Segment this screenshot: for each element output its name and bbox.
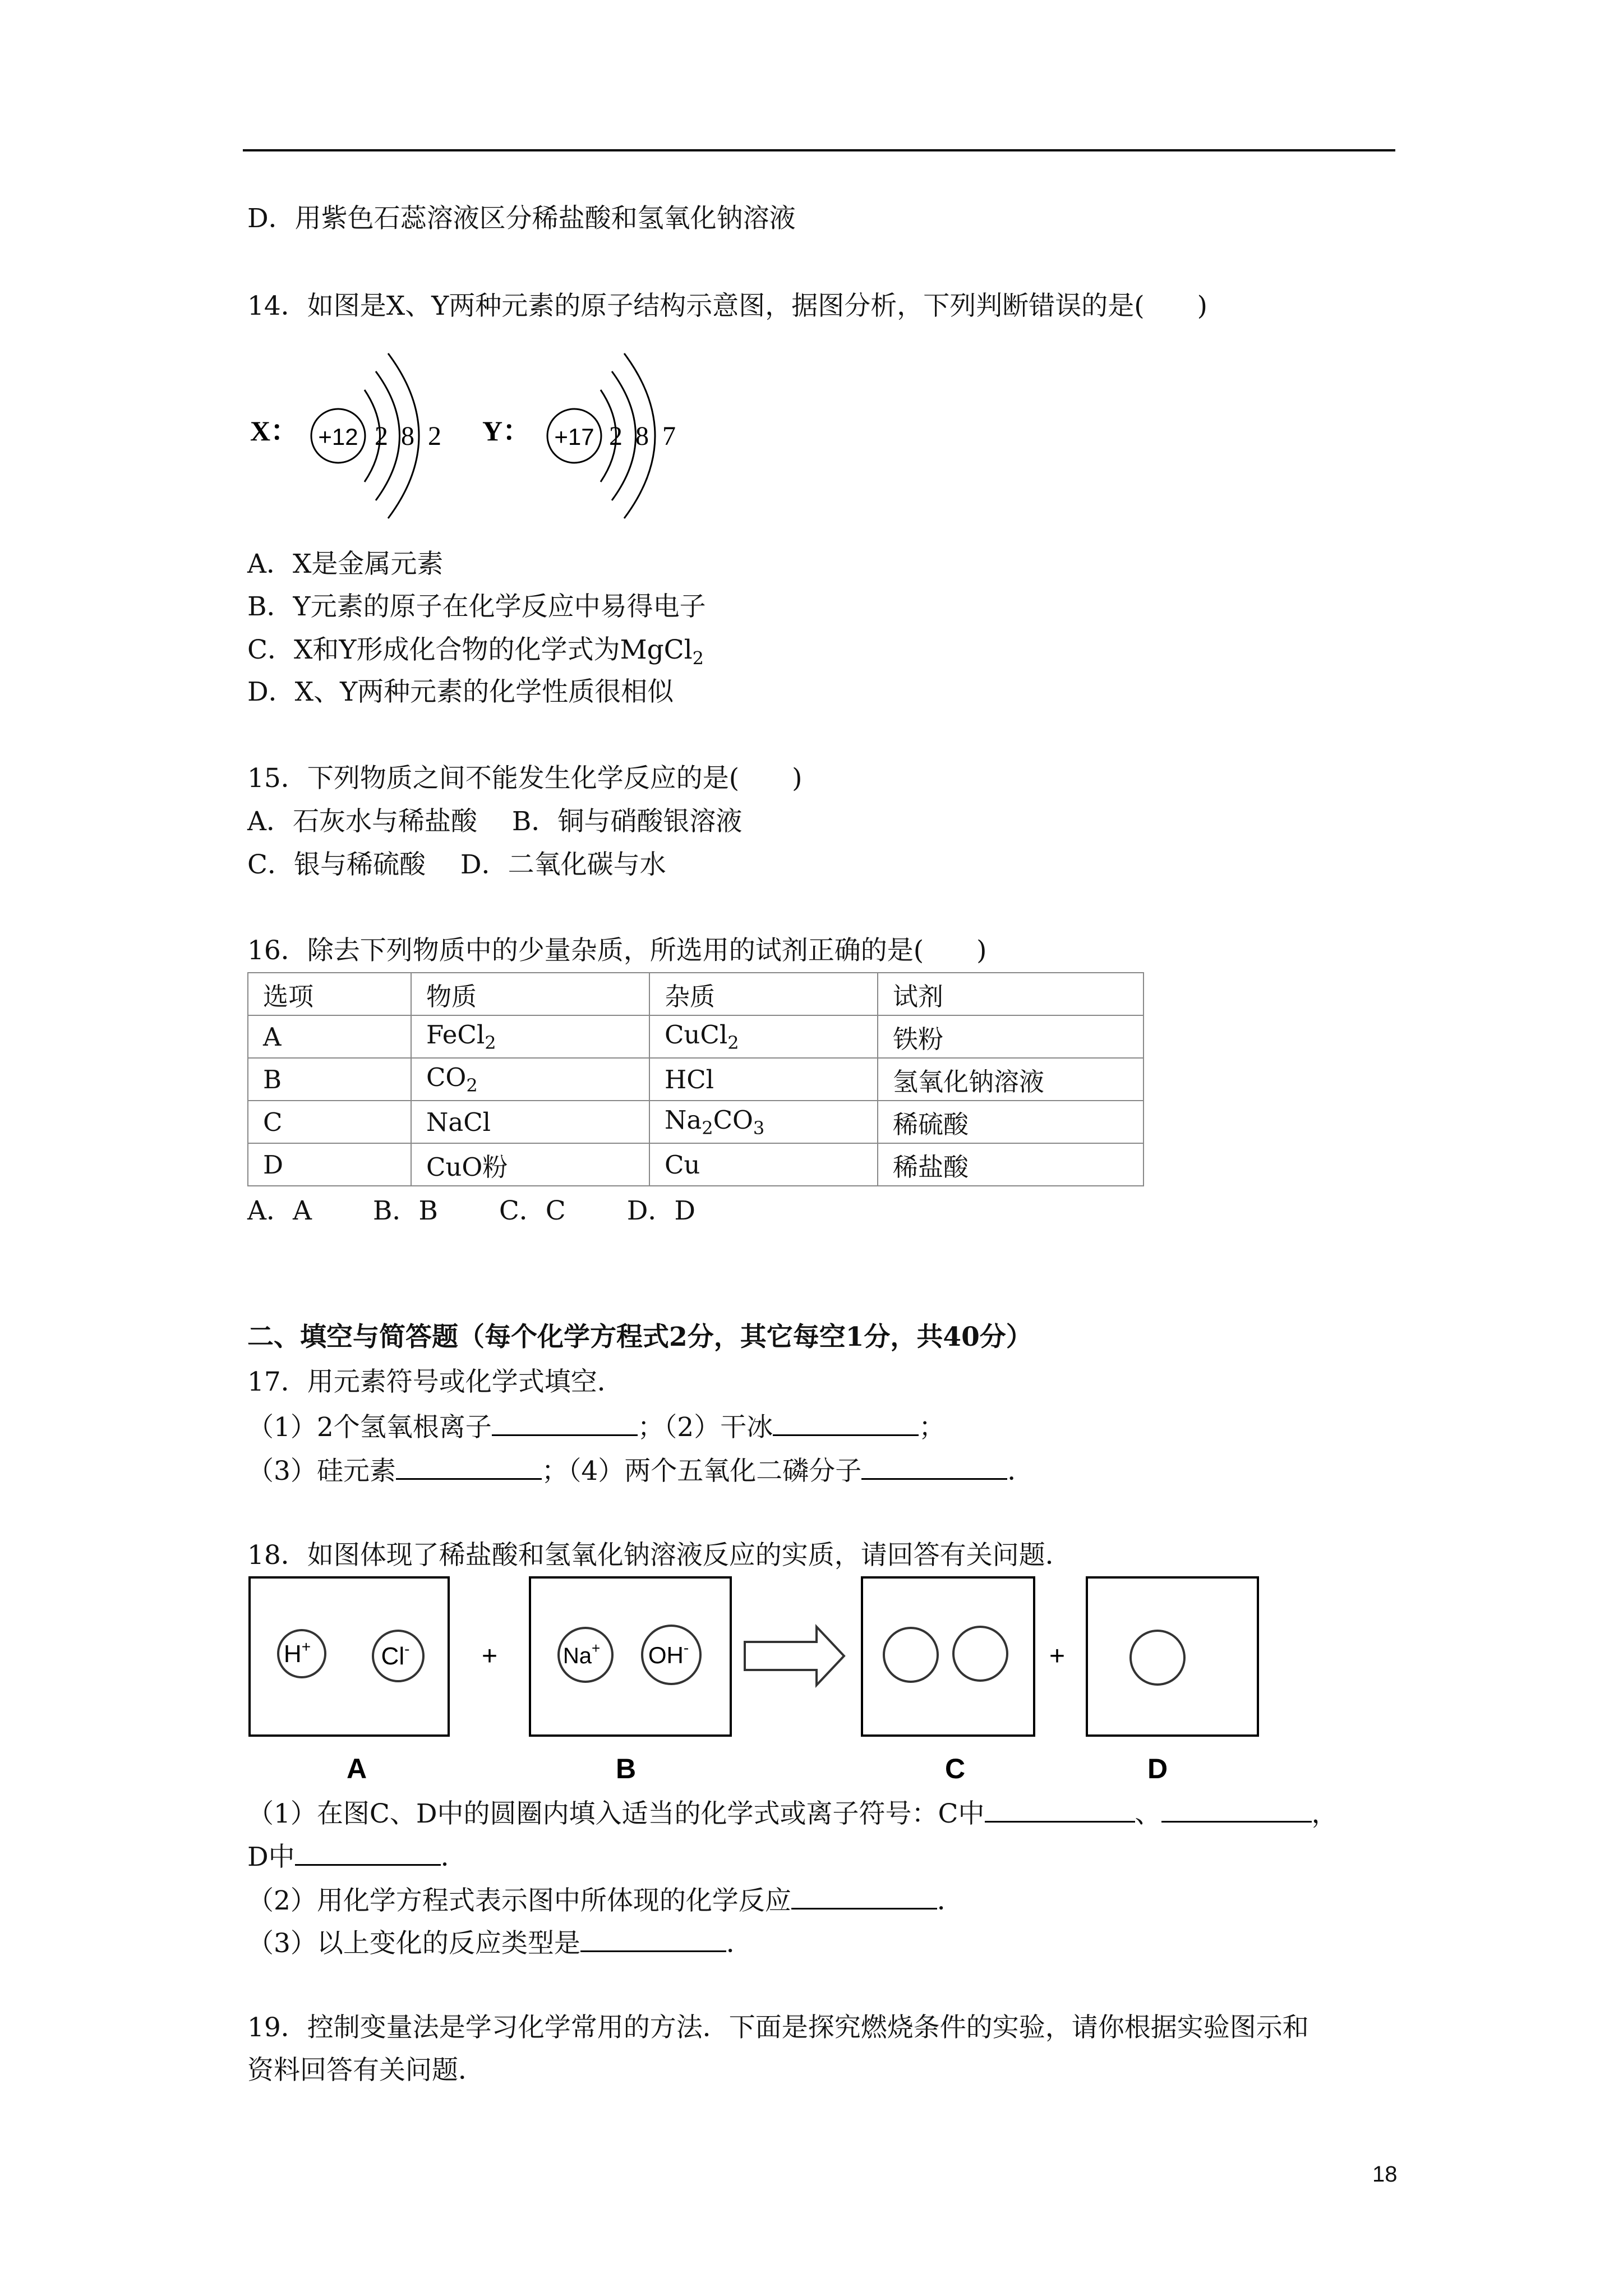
answer-blank[interactable]: [985, 1798, 1135, 1823]
table-cell-substance: CuO粉: [411, 1143, 649, 1186]
section-2-heading: 二、填空与简答题（每个化学方程式2分，其它每空1分，共40分）: [247, 1322, 1032, 1352]
answer-blank[interactable]: [295, 1842, 441, 1866]
box-d-label: D: [1147, 1753, 1168, 1784]
table-cell-impurity: [649, 1101, 878, 1143]
q17-stem: 17．用元素符号或化学式填空．: [247, 1366, 624, 1397]
q18-part-3: [247, 1928, 753, 1957]
table-header-cell: 试剂: [878, 973, 1144, 1015]
atom-x-nucleus-charge: +12: [318, 424, 358, 450]
ion-h-symbol: H+: [283, 1638, 311, 1668]
q17-part-3-text: （3）硅元素: [247, 1456, 396, 1487]
answer-blank[interactable]: [396, 1456, 542, 1480]
q13-option-d: D．用紫色石蕊溶液区分稀盐酸和氢氧化钠溶液: [247, 203, 796, 234]
table-header-row: [248, 973, 1144, 1015]
answer-blank[interactable]: [861, 1456, 1007, 1480]
box-c-label: C: [944, 1753, 966, 1784]
q18-part-1-d-text: D中: [247, 1842, 295, 1872]
formula-text: CuCl: [665, 1020, 728, 1050]
table-header-cell: 选项: [248, 973, 411, 1015]
atom-structure-diagram: [241, 337, 701, 527]
q17-part-1-text: （1）2个氢氧根离子: [247, 1412, 492, 1443]
q14-option-a: A．X是金属元素: [247, 549, 444, 579]
table-cell-impurity: HCl: [649, 1058, 878, 1101]
punctuation: ．: [1007, 1456, 1034, 1487]
ion-na-symbol: Na+: [562, 1640, 601, 1668]
q14-option-d: D．X、Y两种元素的化学性质很相似: [247, 677, 674, 707]
q17-part-4-text: ；（4）两个五氧化二磷分子: [541, 1456, 862, 1487]
table-header-cell: 杂质: [649, 973, 878, 1015]
ion-cl-symbol: Cl-: [381, 1640, 410, 1670]
box-c-circle-2: [953, 1627, 1007, 1681]
q14-option-c-subscript: 2: [692, 647, 704, 669]
atom-x-shell-count-1: 2: [375, 421, 388, 451]
page-number: 18: [1372, 2162, 1398, 2187]
atom-y-label: Y：: [482, 415, 531, 447]
answer-blank[interactable]: [1161, 1798, 1312, 1823]
q17-part-2-text: ；（2）干冰: [637, 1412, 773, 1443]
q18-stem: 18．如图体现了稀盐酸和氢氧化钠溶液反应的实质，请回答有关问题．: [247, 1540, 1072, 1571]
formula-subscript: 2: [702, 1117, 713, 1139]
q18-part-2: [247, 1885, 963, 1914]
box-c-circle-1: [884, 1628, 938, 1682]
answer-blank[interactable]: [773, 1412, 919, 1436]
punctuation: ．: [937, 1885, 963, 1916]
box-b-label: B: [615, 1753, 637, 1784]
q14-option-c-text: C．X和Y形成化合物的化学式为MgCl: [247, 634, 693, 665]
ion-oh-symbol: OH-: [648, 1639, 689, 1668]
q19-line-2: 资料回答有关问题．: [247, 2055, 485, 2086]
plus-sign-1: +: [481, 1641, 498, 1671]
q18-part-3-text: （3）以上变化的反应类型是: [247, 1928, 580, 1959]
q15-stem: 15．下列物质之间不能发生化学反应的是( ): [247, 763, 803, 794]
q17-part-3-4: [247, 1456, 1034, 1487]
q19-line-1: 19．控制变量法是学习化学常用的方法．下面是探究燃烧条件的实验，请你根据实验图示和: [247, 2012, 1309, 2043]
answer-blank[interactable]: [791, 1885, 937, 1910]
q18-part-1-text: （1）在图C、D中的圆圈内填入适当的化学式或离子符号：C中: [247, 1798, 985, 1829]
q15-options-row-2: C．银与稀硫酸 D．二氧化碳与水: [247, 849, 666, 880]
table-cell-reagent: 氢氧化钠溶液: [878, 1058, 1144, 1101]
q18-part-1: [247, 1798, 1338, 1827]
table-cell-substance: NaCl: [411, 1101, 649, 1143]
q18-part-1-d: [247, 1842, 467, 1870]
punctuation: ．: [726, 1928, 753, 1959]
atom-x-shell-count-3: 2: [428, 421, 441, 451]
table-cell-option: B: [248, 1058, 411, 1101]
formula-text: Na: [665, 1105, 702, 1135]
q14-option-c: [247, 634, 704, 669]
box-d: [1087, 1577, 1258, 1736]
punctuation: ．: [440, 1842, 467, 1872]
q18-part-2-text: （2）用化学方程式表示图中所体现的化学反应: [247, 1885, 791, 1916]
table-row: [248, 1015, 1144, 1058]
formula-text: CO: [713, 1105, 753, 1135]
formula-subscript: 2: [727, 1032, 739, 1053]
table-cell-substance: [411, 1058, 649, 1101]
formula-subscript: 2: [485, 1032, 496, 1053]
table-cell-substance: [411, 1015, 649, 1058]
box-a-label: A: [346, 1753, 367, 1784]
table-row: [248, 1101, 1144, 1143]
atom-y-shell-count-1: 2: [609, 421, 623, 451]
q14-option-b: B．Y元素的原子在化学反应中易得电子: [247, 591, 706, 622]
atom-x-shell-count-2: 8: [401, 421, 414, 451]
punctuation: ，: [1311, 1798, 1338, 1829]
table-cell-option: C: [248, 1101, 411, 1143]
q16-answer-options: A．A B．B C．C D．D: [247, 1195, 696, 1226]
q15-options-row-1: A．石灰水与稀盐酸 B．铜与硝酸银溶液: [247, 806, 743, 837]
table-cell-reagent: 铁粉: [878, 1015, 1144, 1058]
plus-sign-2: +: [1049, 1641, 1066, 1671]
neutralization-reaction-diagram: [241, 1571, 1273, 1812]
formula-text: FeCl: [426, 1020, 485, 1050]
punctuation: 、: [1135, 1798, 1161, 1829]
table-cell-impurity: Cu: [649, 1143, 878, 1186]
header-rule: [243, 149, 1395, 151]
atom-y-shell-count-2: 8: [635, 421, 649, 451]
q16-stem: 16．除去下列物质中的少量杂质，所选用的试剂正确的是( ): [247, 935, 987, 966]
table-cell-impurity: [649, 1015, 878, 1058]
punctuation: ；: [919, 1412, 946, 1443]
table-cell-option: D: [248, 1143, 411, 1186]
formula-text: CO: [426, 1062, 467, 1092]
reaction-arrow-icon: [745, 1627, 844, 1685]
table-row: [248, 1058, 1144, 1101]
table-cell-reagent: 稀盐酸: [878, 1143, 1144, 1186]
formula-subscript: 3: [753, 1117, 765, 1139]
answer-blank[interactable]: [580, 1928, 726, 1952]
table-header-cell: 物质: [411, 973, 649, 1015]
q17-part-1-2: [247, 1412, 945, 1441]
answer-blank[interactable]: [492, 1412, 638, 1436]
table-cell-reagent: 稀硫酸: [878, 1101, 1144, 1143]
atom-x-label: X：: [250, 415, 299, 447]
box-d-circle: [1131, 1631, 1184, 1685]
q14-stem: 14．如图是X、Y两种元素的原子结构示意图，据图分析，下列判断错误的是( ): [247, 291, 1207, 321]
atom-y-shell-count-3: 7: [662, 421, 676, 451]
table-row: [248, 1143, 1144, 1186]
box-c: [862, 1577, 1034, 1736]
table-cell-option: A: [248, 1015, 411, 1058]
atom-y-nucleus-charge: +17: [554, 424, 594, 450]
q16-options-table: [247, 972, 1144, 1186]
formula-subscript: 2: [466, 1075, 478, 1096]
